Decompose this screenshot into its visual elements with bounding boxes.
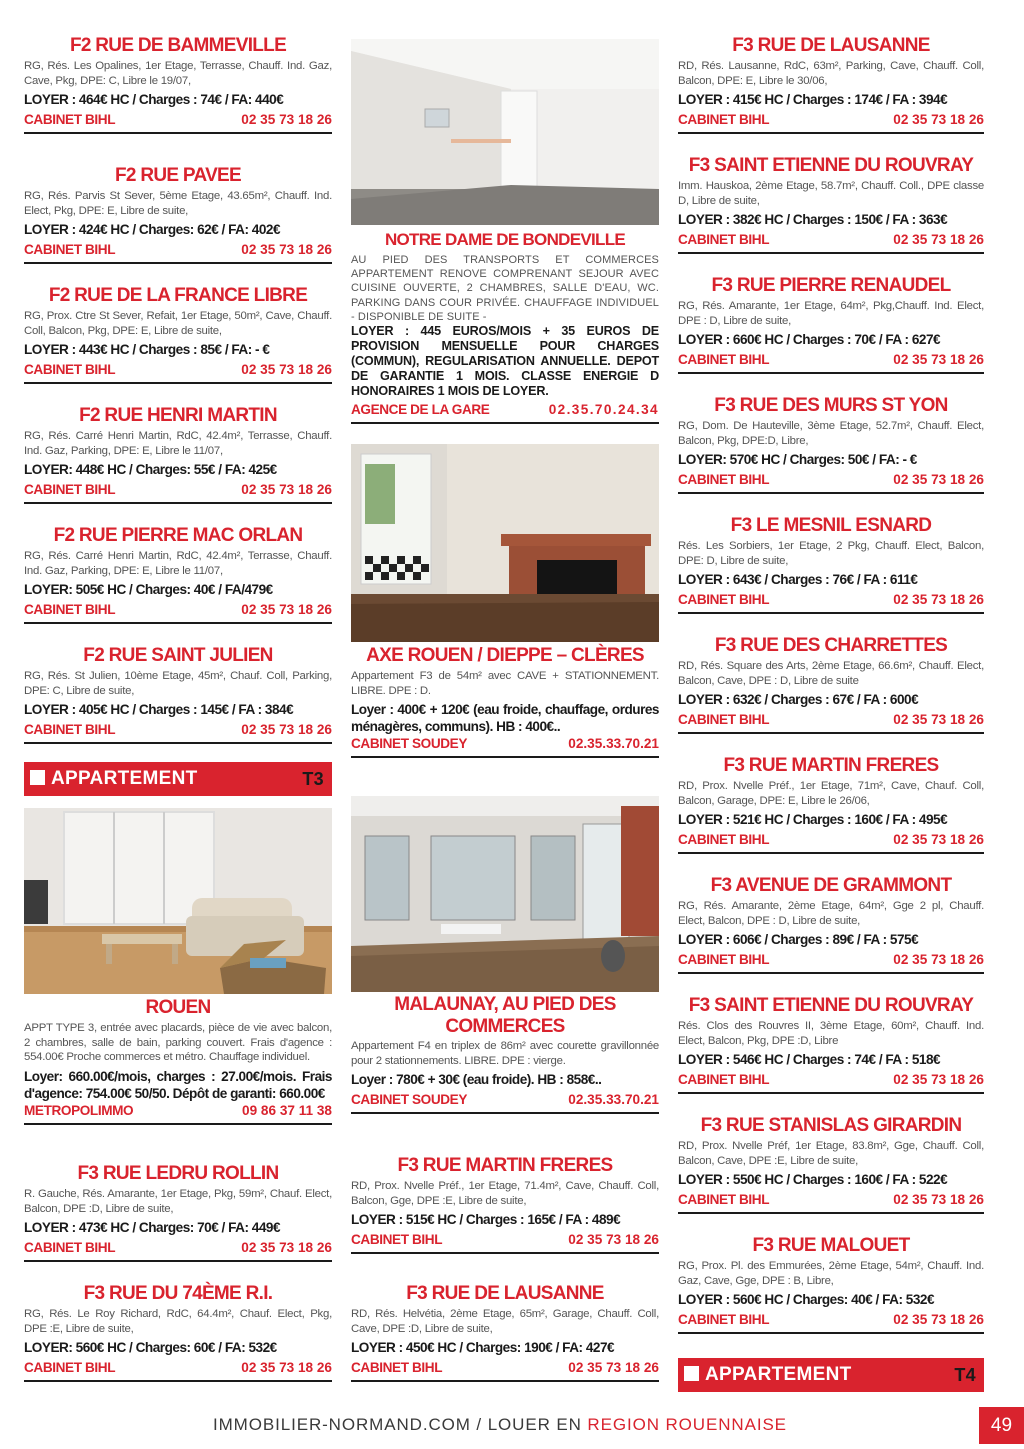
agency-phone[interactable]: 02 35 73 18 26 xyxy=(893,352,984,367)
listing-card[interactable] xyxy=(678,874,984,994)
listing-title: F3 RUE LEDRU ROLLIN xyxy=(77,1163,279,1184)
agency-name: CABINET BIHL xyxy=(24,1240,116,1255)
listing-title: F3 RUE DE LAUSANNE xyxy=(406,1283,604,1304)
listing-agency-row xyxy=(24,481,332,504)
listing-title: F3 RUE DES MURS ST YON xyxy=(714,395,948,416)
agency-name: CABINET BIHL xyxy=(678,112,770,127)
agency-phone[interactable]: 02 35 73 18 26 xyxy=(241,1240,332,1255)
agency-phone[interactable]: 02 35 73 18 26 xyxy=(241,482,332,497)
listing-card[interactable] xyxy=(24,1282,332,1402)
agency-phone[interactable]: 02 35 73 18 26 xyxy=(893,1192,984,1207)
listing-description: RG, Rés. Les Opalines, 1er Etage, Terrasse, Chauff. Ind. Gaz, Cave, Pkg, DPE: C, Libre le 19/07, xyxy=(24,60,332,87)
listing-description: RD, Prox. Nvelle Préf., 1er Etage, 71.4m², Cave, Chauff. Coll, Balcon, Gge, DPE :E, Libre de suite, xyxy=(351,1180,659,1207)
listing-card[interactable] xyxy=(351,1282,659,1402)
footer-separator: / xyxy=(470,1415,488,1434)
agency-phone[interactable]: 02.35.33.70.21 xyxy=(568,736,659,751)
listing-description: Rés. Clos des Rouvres II, 3ème Etage, 60m², Chauff. Ind. Elect, Balcon, Pkg, DPE :D, Libre xyxy=(678,1020,984,1047)
listing-price: Loyer : 780€ + 30€ (eau froide). HB : 858€.. xyxy=(351,1072,602,1087)
agency-name: CABINET BIHL xyxy=(678,472,770,487)
listing-description: APPT TYPE 3, entrée avec placards, pièce de vie avec balcon, 2 chambres, salle de bain, parking couvert. Frais d'agence : 554.00€ Proche commerces et métro. Chauffage individuel. xyxy=(24,1022,332,1063)
listing-card[interactable] xyxy=(24,524,332,644)
listing-agency-row xyxy=(678,351,984,374)
attic-room-photo-icon xyxy=(351,39,659,225)
agency-name: CABINET BIHL xyxy=(678,1192,770,1207)
listing-title: F2 RUE DE LA FRANCE LIBRE xyxy=(48,285,308,306)
agency-phone[interactable]: 02 35 73 18 26 xyxy=(893,112,984,127)
agency-phone[interactable]: 02 35 73 18 26 xyxy=(893,232,984,247)
agency-name: AGENCE DE LA GARE xyxy=(351,402,490,418)
agency-name: CABINET BIHL xyxy=(678,952,770,967)
listing-title: F3 RUE MARTIN FRERES xyxy=(723,755,939,776)
listing-title: MALAUNAY, AU PIED DES COMMERCES xyxy=(394,994,616,1037)
listing-photo[interactable] xyxy=(351,796,659,992)
footer-louer: LOUER EN xyxy=(487,1415,588,1434)
agency-name: METROPOLIMMO xyxy=(24,1102,134,1118)
agency-phone[interactable]: 02 35 73 18 26 xyxy=(893,1072,984,1087)
listing-agency-row xyxy=(24,1102,332,1125)
listing-price: LOYER: 448€ HC / Charges: 55€ / FA: 425€ xyxy=(24,462,277,477)
listing-price: LOYER : 424€ HC / Charges: 62€ / FA: 402€ xyxy=(24,222,281,237)
agency-name: CABINET BIHL xyxy=(24,112,116,127)
listing-price: LOYER: 570€ HC / Charges: 50€ / FA: - € xyxy=(678,452,917,467)
listing-title: F3 RUE PIERRE RENAUDEL xyxy=(711,275,951,296)
listing-description: RG, Rés. Carré Henri Martin, RdC, 42.4m², Terrasse, Chauff. Ind. Gaz, Parking, DPE: E, Libre le 11/07, xyxy=(24,550,332,577)
agency-phone[interactable]: 02 35 73 18 26 xyxy=(241,1360,332,1375)
listing-price: LOYER : 560€ HC / Charges: 40€ / FA: 532€ xyxy=(678,1292,935,1307)
listing-card[interactable] xyxy=(678,154,984,274)
listing-agency-row xyxy=(24,241,332,264)
listing-agency-row xyxy=(678,231,984,254)
agency-phone[interactable]: 02 35 73 18 26 xyxy=(893,592,984,607)
listing-title: ROUEN xyxy=(145,997,211,1018)
listing-agency-row xyxy=(351,401,659,424)
agency-name: CABINET BIHL xyxy=(24,362,116,377)
listing-card[interactable] xyxy=(678,754,984,874)
listing-title: F3 RUE MARTIN FRERES xyxy=(397,1155,613,1176)
listing-title: F3 RUE STANISLAS GIRARDIN xyxy=(700,1115,962,1136)
listing-card[interactable] xyxy=(678,274,984,394)
banner-label: APPARTEMENT xyxy=(705,1364,852,1385)
listing-card[interactable] xyxy=(24,34,332,154)
listing-description: RD, Prox. Nvelle Préf, 1er Etage, 83.8m², Gge, Chauff. Coll, Balcon, Cave, DPE :E, Libre de suite, xyxy=(678,1140,984,1167)
listing-card[interactable] xyxy=(24,644,332,764)
listing-description: RD, Rés. Square des Arts, 2ème Etage, 66.6m², Chauff. Elect, Balcon, Cave, DPE : D, Libre de suite xyxy=(678,660,984,687)
listing-agency-row xyxy=(678,591,984,614)
listing-title: NOTRE DAME DE BONDEVILLE xyxy=(384,230,626,249)
listing-agency-row xyxy=(678,1311,984,1334)
listing-agency-row xyxy=(24,601,332,624)
listing-price: LOYER : 405€ HC / Charges : 145€ / FA : 384€ xyxy=(24,702,294,717)
listing-price: LOYER : 606€ / Charges : 89€ / FA : 575€ xyxy=(678,932,919,947)
listing-agency-row xyxy=(24,1239,332,1262)
listing-description: RG, Prox. Ctre St Sever, Refait, 1er Etage, 50m², Cave, Chauff. Coll, Balcon, Pkg, DPE: E, Libre de suite, xyxy=(24,310,332,337)
agency-name: CABINET BIHL xyxy=(351,1232,443,1247)
listing-photo[interactable] xyxy=(351,39,659,225)
listing-title: F2 RUE HENRI MARTIN xyxy=(79,405,277,426)
listing-price: LOYER : 550€ HC / Charges : 160€ / FA : 522€ xyxy=(678,1172,948,1187)
listing-description: RG, Rés. Amarante, 1er Etage, 64m², Pkg,Chauff. Ind. Elect, DPE : D, Libre de suite, xyxy=(678,300,984,327)
agency-phone[interactable]: 02 35 73 18 26 xyxy=(568,1360,659,1375)
listing-card[interactable] xyxy=(351,1154,659,1274)
listing-agency-row xyxy=(24,111,332,134)
listing-agency-row xyxy=(351,1091,659,1114)
listing-card[interactable] xyxy=(678,34,984,154)
listing-description: AU PIED DES TRANSPORTS ET COMMERCES APPARTEMENT RENOVE COMPRENANT SEJOUR AVEC CUISINE OUVERTE, 2 CHAMBRES, SALLE D'EAU, WC. PARKING DANS COUR PRIVÉE. CHAUFFAGE INDIVIDUEL - DISPONIBLE DE SUITE - xyxy=(351,254,659,323)
agency-name: CABINET BIHL xyxy=(351,1360,443,1375)
listing-agency-row xyxy=(24,721,332,744)
listing-agency-row xyxy=(678,1071,984,1094)
listing-title: F3 SAINT ETIENNE DU ROUVRAY xyxy=(688,155,974,176)
listing-agency-row xyxy=(678,711,984,734)
agency-name: CABINET BIHL xyxy=(678,1072,770,1087)
agency-phone[interactable]: 02 35 73 18 26 xyxy=(893,952,984,967)
square-icon xyxy=(30,770,45,785)
listing-agency-row xyxy=(351,1359,659,1382)
listing-card[interactable] xyxy=(678,994,984,1114)
listing-title: F2 RUE SAINT JULIEN xyxy=(83,645,273,666)
listing-title: F3 RUE MALOUET xyxy=(752,1235,910,1256)
footer-site-link[interactable]: IMMOBILIER-NORMAND.COM xyxy=(213,1415,471,1434)
listing-price: LOYER: 560€ HC / Charges: 60€ / FA: 532€ xyxy=(24,1340,277,1355)
banner-type: T3 xyxy=(302,768,324,789)
listing-description: R. Gauche, Rés. Amarante, 1er Etage, Pkg, 59m², Chauf. Elect, Balcon, DPE :D, Libre de suite, xyxy=(24,1188,332,1215)
listing-description: RG, Rés. Amarante, 2ème Etage, 64m², Gge 2 pl, Chauff. Elect, Balcon, DPE : D, Libre de suite, xyxy=(678,900,984,927)
listing-title: AXE ROUEN / DIEPPE – CLÈRES xyxy=(366,645,644,666)
footer-region: REGION ROUENNAISE xyxy=(587,1415,787,1434)
page-footer xyxy=(0,1412,1024,1440)
listing-card[interactable] xyxy=(678,394,984,514)
listing-price: LOYER : 521€ HC / Charges : 160€ / FA : 495€ xyxy=(678,812,948,827)
listing-description: RG, Prox. Pl. des Emmurées, 2ème Etage, 54m², Chauff. Ind. Gaz, Cave, Gge, DPE : B, Libre, xyxy=(678,1260,984,1287)
listing-card[interactable] xyxy=(351,228,659,424)
agency-phone[interactable]: 02 35 73 18 26 xyxy=(568,1232,659,1247)
listing-description: RG, Rés. St Julien, 10ème Etage, 45m², Chauf. Coll, Parking, DPE: C, Libre de suite, xyxy=(24,670,332,697)
agency-phone[interactable]: 02 35 73 18 26 xyxy=(893,472,984,487)
listing-price: Loyer : 400€ + 120€ (eau froide, chauffage, ordures ménagères, communs). HB : 400€.. xyxy=(351,702,659,734)
agency-phone[interactable]: 02 35 73 18 26 xyxy=(893,832,984,847)
listing-price: LOYER : 473€ HC / Charges: 70€ / FA: 449€ xyxy=(24,1220,281,1235)
agency-name: CABINET BIHL xyxy=(678,1312,770,1327)
listing-description: RD, Rés. Helvétia, 2ème Etage, 65m², Garage, Chauff. Coll, Cave, DPE :D, Libre de suite, xyxy=(351,1308,659,1335)
footer-site xyxy=(213,1415,787,1435)
listing-title: F3 AVENUE DE GRAMMONT xyxy=(710,875,952,896)
listing-description: RD, Prox. Nvelle Préf., 1er Etage, 71m², Cave, Chauf. Coll, Balcon, Garage, DPE: E, Libre le 26/06, xyxy=(678,780,984,807)
listing-card[interactable] xyxy=(24,996,332,1125)
square-icon xyxy=(684,1366,699,1381)
agency-phone[interactable]: 02 35 73 18 26 xyxy=(241,112,332,127)
listing-card[interactable] xyxy=(24,284,332,404)
listing-description: Imm. Hauskoa, 2ème Etage, 58.7m², Chauff. Coll., DPE classe D, Libre de suite, xyxy=(678,180,984,207)
listing-title: F2 RUE PAVEE xyxy=(114,165,242,186)
listing-agency-row xyxy=(678,471,984,494)
agency-phone[interactable]: 02.35.33.70.21 xyxy=(568,1092,659,1107)
agency-name: CABINET BIHL xyxy=(678,712,770,727)
listing-description: RD, Rés. Lausanne, RdC, 63m², Parking, Cave, Chauff. Coll, Balcon, DPE: E, Libre le 30/06, xyxy=(678,60,984,87)
category-banner xyxy=(678,1358,984,1392)
empty-room-photo-icon xyxy=(351,796,659,992)
living-room-photo-icon xyxy=(24,808,332,994)
listing-title: F2 RUE DE BAMMEVILLE xyxy=(69,35,287,56)
listing-agency-row xyxy=(678,951,984,974)
listing-card[interactable] xyxy=(24,164,332,284)
listing-price: Loyer: 660.00€/mois, charges : 27.00€/mois. Frais d'agence: 754.00€ 50/50. Dépôt de garanti: 660.00€ xyxy=(24,1068,332,1101)
listing-description: RG, Rés. Le Roy Richard, RdC, 64.4m², Chauf. Elect, Pkg, DPE :E, Libre de suite, xyxy=(24,1308,332,1335)
agency-name: CABINET BIHL xyxy=(678,832,770,847)
listing-description: Appartement F3 de 54m² avec CAVE + STATIONNEMENT. LIBRE. DPE : D. xyxy=(351,670,659,697)
listing-card[interactable] xyxy=(678,634,984,754)
agency-name: CABINET BIHL xyxy=(24,1360,116,1375)
listing-description: RG, Dom. De Hauteville, 3ème Etage, 52.7m², Chauff. Elect, Balcon, Pkg, DPE:D, Libre, xyxy=(678,420,984,447)
listing-price: LOYER : 632€ / Charges : 67€ / FA : 600€ xyxy=(678,692,919,707)
agency-phone[interactable]: 02 35 73 18 26 xyxy=(241,242,332,257)
agency-phone[interactable]: 02 35 73 18 26 xyxy=(241,602,332,617)
listing-agency-row xyxy=(678,831,984,854)
listing-card[interactable] xyxy=(678,514,984,634)
listing-title: F3 LE MESNIL ESNARD xyxy=(730,515,932,536)
banner-type: T4 xyxy=(954,1364,976,1385)
listing-agency-row xyxy=(678,111,984,134)
listing-title: F3 RUE DE LAUSANNE xyxy=(732,35,930,56)
listing-agency-row xyxy=(678,1191,984,1214)
listing-photo[interactable] xyxy=(351,444,659,642)
listing-description: RG, Rés. Parvis St Sever, 5ème Etage, 43.65m², Chauff. Ind. Elect, Pkg, DPE: E, Libre de suite, xyxy=(24,190,332,217)
listing-title: F3 RUE DES CHARRETTES xyxy=(714,635,948,656)
listing-price: LOYER : 546€ HC / Charges : 74€ / FA : 518€ xyxy=(678,1052,941,1067)
listing-description: Appartement F4 en triplex de 86m² avec courette gravillonnée pour 2 stationnements. LIBRE. DPE : vierge. xyxy=(351,1040,659,1067)
listing-price: LOYER : 660€ HC / Charges : 70€ / FA : 627€ xyxy=(678,332,941,347)
agency-name: CABINET SOUDEY xyxy=(351,736,468,751)
agency-phone[interactable]: 02.35.70.24.34 xyxy=(548,402,659,418)
agency-name: CABINET BIHL xyxy=(24,722,116,737)
listing-description: RG, Rés. Carré Henri Martin, RdC, 42.4m², Terrasse, Chauff. Ind. Gaz, Parking, DPE: E, Libre le 11/07, xyxy=(24,430,332,457)
listing-title: F2 RUE PIERRE MAC ORLAN xyxy=(53,525,303,546)
listing-title: F3 SAINT ETIENNE DU ROUVRAY xyxy=(688,995,974,1016)
listing-card[interactable] xyxy=(351,644,659,758)
listing-price: LOYER: 505€ HC / Charges: 40€ / FA/479€ xyxy=(24,582,273,597)
agency-phone[interactable]: 09 86 37 11 38 xyxy=(242,1102,332,1118)
agency-name: CABINET BIHL xyxy=(24,482,116,497)
listing-price: LOYER : 450€ HC / Charges: 190€ / FA: 427€ xyxy=(351,1340,615,1355)
listing-card[interactable] xyxy=(24,404,332,524)
listing-photo[interactable] xyxy=(24,808,332,994)
listing-title: F3 RUE DU 74ÈME R.I. xyxy=(83,1283,273,1304)
agency-phone[interactable]: 02 35 73 18 26 xyxy=(241,362,332,377)
listing-price: LOYER : 643€ / Charges : 76€ / FA : 611€ xyxy=(678,572,918,587)
listing-price: LOYER : 464€ HC / Charges : 74€ / FA: 440€ xyxy=(24,92,284,107)
agency-name: CABINET BIHL xyxy=(678,232,770,247)
listing-agency-row xyxy=(351,735,659,758)
fireplace-room-photo-icon xyxy=(351,444,659,642)
listing-card[interactable] xyxy=(678,1234,984,1354)
listing-price: LOYER : 443€ HC / Charges : 85€ / FA: - € xyxy=(24,342,270,357)
listing-price: LOYER : 382€ HC / Charges : 150€ / FA : 363€ xyxy=(678,212,948,227)
listing-card[interactable] xyxy=(678,1114,984,1234)
listing-price: LOYER : 445 EUROS/MOIS + 35 EUROS DE PROVISION MENSUELLE POUR CHARGES (COMMUN), REGULARISATION ANNUELLE. DEPOT DE GARANTIE 1 MOIS. CLASSE ENERGIE D HONORAIRES 1 MOIS DE LOYER. xyxy=(351,324,659,399)
listing-price: LOYER : 515€ HC / Charges : 165€ / FA : 489€ xyxy=(351,1212,621,1227)
agency-name: CABINET BIHL xyxy=(678,592,770,607)
agency-phone[interactable]: 02 35 73 18 26 xyxy=(241,722,332,737)
listing-agency-row xyxy=(24,1359,332,1382)
listing-card[interactable] xyxy=(351,994,659,1114)
agency-phone[interactable]: 02 35 73 18 26 xyxy=(893,712,984,727)
agency-name: CABINET BIHL xyxy=(24,242,116,257)
agency-name: CABINET BIHL xyxy=(678,352,770,367)
page-number: 49 xyxy=(979,1407,1024,1444)
listing-agency-row xyxy=(351,1231,659,1254)
listing-agency-row xyxy=(24,361,332,384)
listing-price: LOYER : 415€ HC / Charges : 174€ / FA : 394€ xyxy=(678,92,948,107)
listing-card[interactable] xyxy=(24,1162,332,1282)
category-banner xyxy=(24,762,332,796)
agency-name: CABINET SOUDEY xyxy=(351,1092,468,1107)
agency-name: CABINET BIHL xyxy=(24,602,116,617)
listing-description: Rés. Les Sorbiers, 1er Etage, 2 Pkg, Chauff. Elect, Balcon, DPE: D, Libre de suite, xyxy=(678,540,984,567)
agency-phone[interactable]: 02 35 73 18 26 xyxy=(893,1312,984,1327)
banner-label: APPARTEMENT xyxy=(51,768,198,789)
